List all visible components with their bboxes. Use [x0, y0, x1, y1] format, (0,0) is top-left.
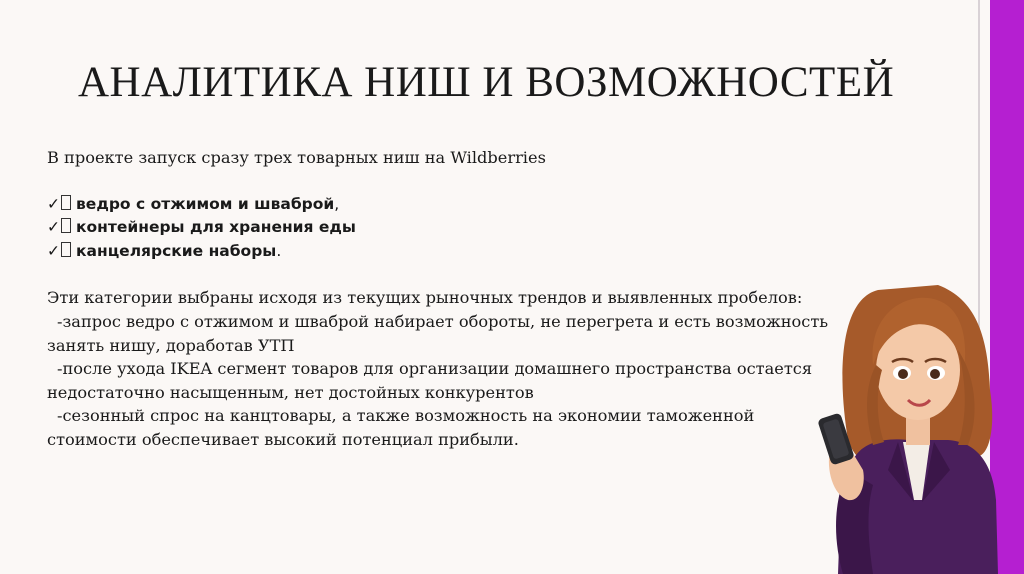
- reason-line: -запрос ведро с отжимом и шваброй набирает обороты, не перегрета и есть возможность: [57, 311, 829, 331]
- checklist-item: ✓ ведро с отжимом и шваброй,: [47, 193, 847, 217]
- check-icon: ✓: [47, 194, 60, 213]
- checklist-item: ✓ контейнеры для хранения еды: [47, 216, 847, 240]
- slide-body: [47, 146, 847, 452]
- woman-with-phone-illustration: [818, 270, 998, 574]
- reason-line: стоимости обеспечивает высокий потенциал прибыли.: [47, 429, 519, 449]
- check-icon: ✓: [47, 218, 60, 237]
- reason-line: занять нишу, доработав УТП: [47, 335, 295, 355]
- reason-line: -после ухода IKEA сегмент товаров для организации домашнего пространства остается: [57, 359, 813, 379]
- placeholder-box-icon: [61, 195, 71, 210]
- intro-text: В проекте запуск сразу трех товарных ниш на Wildberries: [47, 148, 546, 167]
- reason-line: -сезонный спрос на канцтовары, а также возможность на экономии таможенной: [57, 406, 755, 426]
- slide-title: АНАЛИТИКА НИШ И ВОЗМОЖНОСТЕЙ: [78, 59, 895, 106]
- placeholder-box-icon: [61, 242, 71, 257]
- reasons-intro: Эти категории выбраны исходя из текущих рыночных трендов и выявленных пробелов:: [47, 288, 803, 308]
- check-icon: ✓: [47, 241, 60, 260]
- checklist-item: ✓ канцелярские наборы.: [47, 240, 847, 264]
- placeholder-box-icon: [61, 218, 71, 233]
- niche-checklist: [47, 193, 847, 264]
- reason-line: недостаточно насыщенным, нет достойных конкурентов: [47, 382, 534, 402]
